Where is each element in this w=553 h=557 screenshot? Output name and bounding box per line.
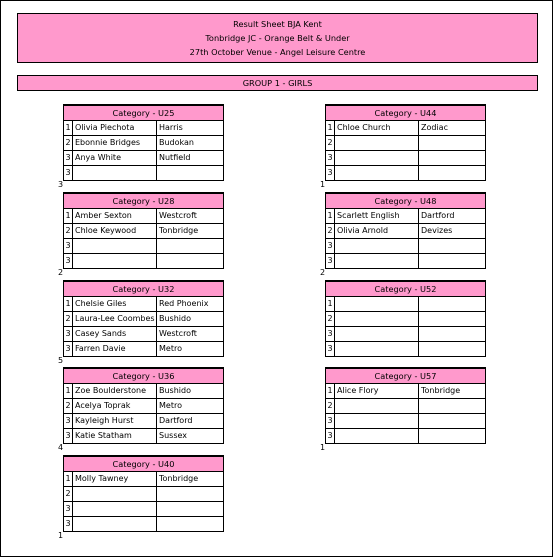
name-cell: Anya White bbox=[73, 151, 157, 165]
category-table bbox=[325, 367, 486, 444]
club-cell bbox=[419, 136, 485, 150]
name-cell bbox=[73, 487, 157, 501]
result-row bbox=[64, 414, 223, 429]
result-row bbox=[64, 342, 223, 356]
club-cell bbox=[419, 429, 485, 443]
name-cell bbox=[73, 254, 157, 268]
position-cell: 3 bbox=[64, 327, 73, 341]
club-cell: Harris bbox=[159, 123, 183, 132]
position-cell: 2 bbox=[326, 399, 335, 413]
result-row bbox=[64, 254, 223, 268]
club-cell: Nutfield bbox=[159, 153, 191, 162]
name-cell bbox=[73, 502, 157, 516]
position-cell: 1 bbox=[326, 384, 335, 398]
club-cell bbox=[157, 502, 223, 516]
club-cell: Tonbridge bbox=[421, 386, 461, 395]
position-cell: 2 bbox=[64, 312, 73, 326]
category-table bbox=[325, 280, 486, 357]
result-row bbox=[64, 166, 223, 180]
club-cell: Zodiac bbox=[421, 123, 448, 132]
position-cell: 1 bbox=[64, 121, 73, 135]
position-cell: 3 bbox=[326, 327, 335, 341]
name-cell: Alice Flory bbox=[335, 384, 419, 398]
result-row bbox=[64, 429, 223, 443]
club-cell bbox=[419, 297, 485, 311]
result-row bbox=[326, 121, 485, 136]
position-cell: 1 bbox=[64, 384, 73, 398]
club-cell: Metro bbox=[159, 401, 182, 410]
result-row bbox=[326, 297, 485, 312]
club-cell bbox=[419, 166, 485, 180]
position-cell: 1 bbox=[326, 121, 335, 135]
category-title: Category - U36 bbox=[64, 367, 223, 384]
position-cell: 3 bbox=[64, 517, 73, 531]
club-cell: Dartford bbox=[159, 416, 193, 425]
position-cell: 1 bbox=[64, 209, 73, 223]
sheet-header bbox=[17, 13, 538, 63]
category-title: Category - U25 bbox=[64, 104, 223, 121]
position-cell: 3 bbox=[64, 151, 73, 165]
category-title: Category - U40 bbox=[64, 455, 223, 472]
club-cell bbox=[419, 414, 485, 428]
position-cell: 1 bbox=[326, 209, 335, 223]
result-row bbox=[64, 384, 223, 399]
position-cell: 3 bbox=[326, 414, 335, 428]
result-row bbox=[326, 327, 485, 342]
header-date-venue: 27th October Venue - Angel Leisure Centre bbox=[189, 47, 366, 57]
result-row bbox=[64, 472, 223, 487]
result-row bbox=[64, 239, 223, 254]
position-cell: 3 bbox=[64, 429, 73, 443]
name-cell bbox=[335, 312, 419, 326]
name-cell bbox=[335, 342, 419, 356]
name-cell bbox=[335, 136, 419, 150]
position-cell: 3 bbox=[326, 342, 335, 356]
position-cell: 3 bbox=[64, 414, 73, 428]
name-cell: Zoe Boulderstone bbox=[73, 384, 157, 398]
name-cell: Katie Statham bbox=[73, 429, 157, 443]
club-cell bbox=[157, 517, 223, 531]
position-cell: 3 bbox=[64, 166, 73, 180]
name-cell: Chloe Keywood bbox=[73, 224, 157, 238]
position-cell: 2 bbox=[64, 224, 73, 238]
entry-count: 1 bbox=[58, 531, 64, 540]
club-cell bbox=[157, 254, 223, 268]
group-title: GROUP 1 - GIRLS bbox=[17, 75, 538, 91]
result-row bbox=[64, 327, 223, 342]
name-cell: Molly Tawney bbox=[73, 472, 157, 486]
category-table bbox=[63, 280, 224, 357]
position-cell: 2 bbox=[64, 136, 73, 150]
club-cell: Dartford bbox=[421, 211, 455, 220]
club-cell: Budokan bbox=[159, 138, 194, 147]
category-title: Category - U32 bbox=[64, 280, 223, 297]
name-cell bbox=[335, 166, 419, 180]
result-row bbox=[64, 209, 223, 224]
club-cell: Westcroft bbox=[159, 329, 197, 338]
result-row bbox=[326, 414, 485, 429]
result-row bbox=[326, 399, 485, 414]
result-row bbox=[64, 399, 223, 414]
club-cell bbox=[419, 342, 485, 356]
entry-count: 1 bbox=[320, 180, 326, 189]
entry-count: 2 bbox=[58, 268, 64, 277]
club-cell bbox=[419, 312, 485, 326]
name-cell bbox=[335, 414, 419, 428]
name-cell: Acelya Toprak bbox=[73, 399, 157, 413]
name-cell bbox=[335, 327, 419, 341]
club-cell: Sussex bbox=[159, 431, 187, 440]
position-cell: 2 bbox=[64, 399, 73, 413]
position-cell: 3 bbox=[326, 239, 335, 253]
result-row bbox=[326, 254, 485, 268]
name-cell: Casey Sands bbox=[73, 327, 157, 341]
result-row bbox=[326, 384, 485, 399]
position-cell: 3 bbox=[64, 254, 73, 268]
header-event: Tonbridge JC - Orange Belt & Under bbox=[205, 33, 350, 43]
result-row bbox=[326, 166, 485, 180]
category-title: Category - U44 bbox=[326, 104, 485, 121]
name-cell bbox=[73, 166, 157, 180]
position-cell: 1 bbox=[64, 297, 73, 311]
name-cell bbox=[335, 239, 419, 253]
club-cell: Metro bbox=[159, 344, 182, 353]
result-row bbox=[326, 209, 485, 224]
result-row bbox=[64, 487, 223, 502]
entry-count: 1 bbox=[320, 443, 326, 452]
name-cell: Scarlett English bbox=[335, 209, 419, 223]
club-cell: Westcroft bbox=[159, 211, 197, 220]
category-title: Category - U57 bbox=[326, 367, 485, 384]
result-row bbox=[326, 136, 485, 151]
result-row bbox=[326, 239, 485, 254]
club-cell: Red Phoenix bbox=[159, 299, 209, 308]
entry-count: 4 bbox=[58, 443, 64, 452]
name-cell: Ebonnie Bridges bbox=[73, 136, 157, 150]
name-cell: Olivia Piechota bbox=[73, 121, 157, 135]
club-cell bbox=[157, 487, 223, 501]
club-cell: Tonbridge bbox=[159, 226, 199, 235]
result-row bbox=[326, 224, 485, 239]
category-title: Category - U48 bbox=[326, 192, 485, 209]
result-row bbox=[326, 342, 485, 356]
club-cell bbox=[419, 399, 485, 413]
position-cell: 3 bbox=[326, 429, 335, 443]
position-cell: 3 bbox=[326, 166, 335, 180]
entry-count: 3 bbox=[58, 180, 64, 189]
category-title: Category - U28 bbox=[64, 192, 223, 209]
category-table bbox=[325, 104, 486, 181]
category-table bbox=[63, 367, 224, 444]
name-cell bbox=[73, 239, 157, 253]
result-row bbox=[326, 429, 485, 443]
position-cell: 1 bbox=[326, 297, 335, 311]
position-cell: 2 bbox=[64, 487, 73, 501]
entry-count: 2 bbox=[320, 268, 326, 277]
name-cell bbox=[335, 429, 419, 443]
result-row bbox=[64, 517, 223, 531]
position-cell: 2 bbox=[326, 224, 335, 238]
position-cell: 3 bbox=[64, 239, 73, 253]
position-cell: 3 bbox=[326, 254, 335, 268]
club-cell: Tonbridge bbox=[159, 474, 199, 483]
result-row bbox=[64, 151, 223, 166]
header-title: Result Sheet BJA Kent bbox=[233, 19, 322, 29]
result-row bbox=[64, 121, 223, 136]
club-cell bbox=[157, 239, 223, 253]
club-cell: Devizes bbox=[421, 226, 453, 235]
position-cell: 3 bbox=[326, 151, 335, 165]
result-row bbox=[64, 312, 223, 327]
name-cell: Olivia Arnold bbox=[335, 224, 419, 238]
name-cell bbox=[335, 399, 419, 413]
name-cell: Amber Sexton bbox=[73, 209, 157, 223]
club-cell bbox=[419, 239, 485, 253]
name-cell bbox=[73, 517, 157, 531]
position-cell: 1 bbox=[64, 472, 73, 486]
position-cell: 3 bbox=[64, 342, 73, 356]
name-cell: Laura-Lee Coombes bbox=[73, 312, 157, 326]
result-row bbox=[64, 224, 223, 239]
category-title: Category - U52 bbox=[326, 280, 485, 297]
result-row bbox=[64, 502, 223, 517]
category-table bbox=[63, 104, 224, 181]
category-table bbox=[63, 455, 224, 532]
club-cell bbox=[419, 254, 485, 268]
name-cell: Chloe Church bbox=[335, 121, 419, 135]
category-table bbox=[63, 192, 224, 269]
name-cell bbox=[335, 151, 419, 165]
result-row bbox=[326, 151, 485, 166]
name-cell bbox=[335, 297, 419, 311]
club-cell bbox=[419, 327, 485, 341]
club-cell bbox=[419, 151, 485, 165]
entry-count: 5 bbox=[58, 356, 64, 365]
position-cell: 2 bbox=[326, 136, 335, 150]
club-cell: Bushido bbox=[159, 314, 191, 323]
club-cell: Bushido bbox=[159, 386, 191, 395]
result-row bbox=[326, 312, 485, 327]
result-row bbox=[64, 297, 223, 312]
name-cell: Farren Davie bbox=[73, 342, 157, 356]
position-cell: 2 bbox=[326, 312, 335, 326]
position-cell: 3 bbox=[64, 502, 73, 516]
result-row bbox=[64, 136, 223, 151]
name-cell: Chelsie Giles bbox=[73, 297, 157, 311]
club-cell bbox=[157, 166, 223, 180]
name-cell bbox=[335, 254, 419, 268]
category-table bbox=[325, 192, 486, 269]
name-cell: Kayleigh Hurst bbox=[73, 414, 157, 428]
